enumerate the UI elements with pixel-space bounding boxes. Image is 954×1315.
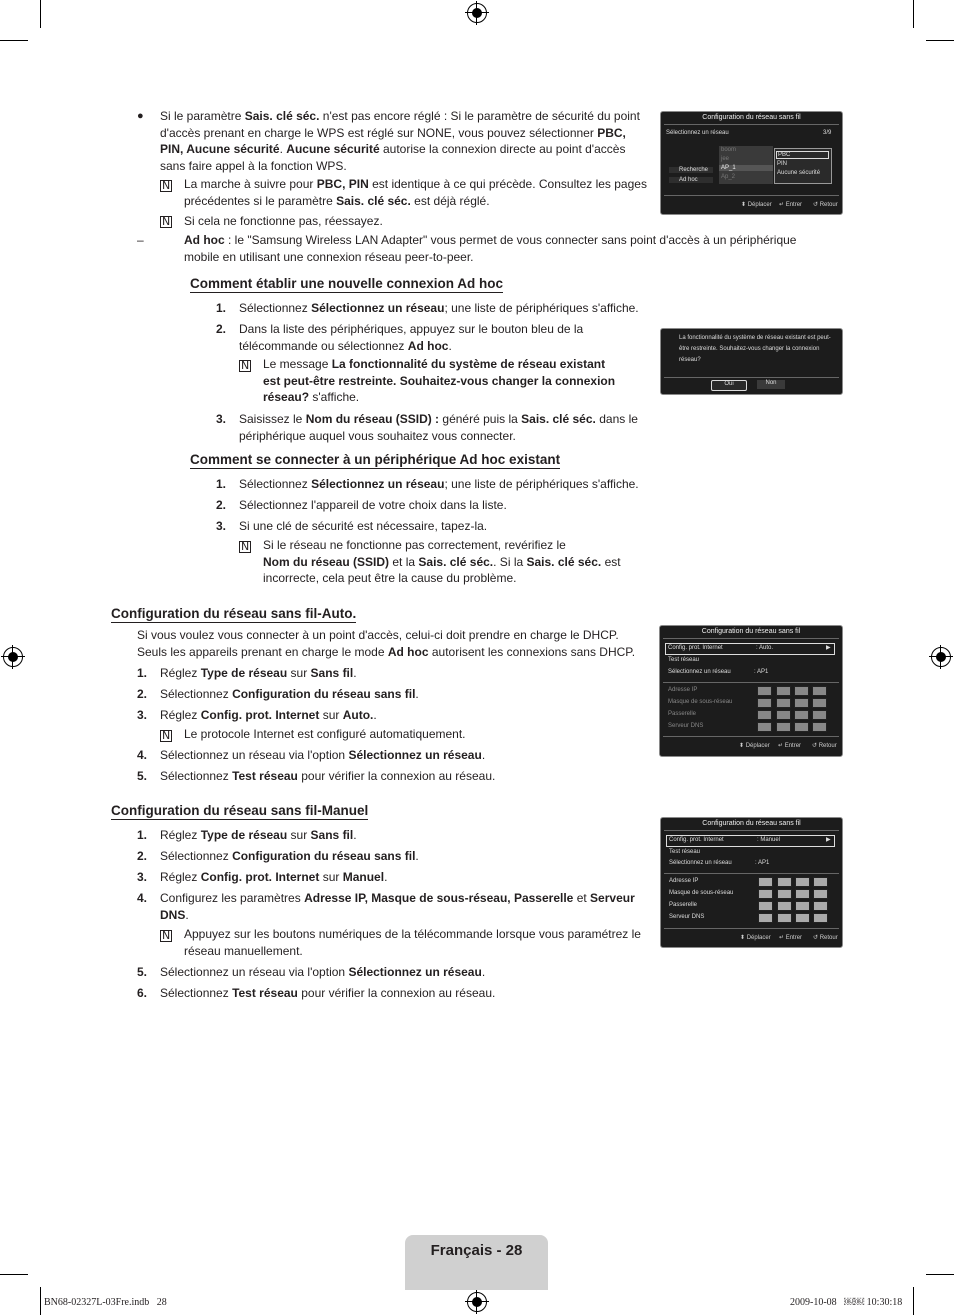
tv-ip-octet-field[interactable]	[794, 686, 809, 696]
note-icon	[239, 541, 251, 553]
tv-field-label: Adresse IP	[669, 878, 699, 884]
step-number: 3.	[216, 519, 227, 533]
tv-list-item-selected[interactable]: AP_1	[719, 165, 773, 171]
step: Réglez Type de réseau sur Sans fil.	[160, 828, 357, 842]
tv-ip-protocol-row[interactable]: Config. prot. Internet : Auto. ▶	[665, 643, 835, 655]
step: Dans la liste des périphériques, appuyez sur le bouton bleu de la télécommande ou sélectionnez Ad hoc.	[239, 322, 584, 353]
tv-list-item[interactable]: jee	[721, 156, 730, 162]
tv-message: réseau?	[679, 357, 701, 363]
step-number: 5.	[137, 769, 148, 783]
tv-ip-octet-field[interactable]	[776, 710, 791, 720]
tv-ip-octet-field[interactable]	[813, 877, 828, 887]
step: Si une clé de sécurité est nécessaire, tapez-la.	[239, 519, 488, 533]
tv-screen-network-select	[660, 111, 843, 215]
tv-ip-octet-field[interactable]	[758, 913, 773, 923]
tv-ip-octet-field[interactable]	[757, 722, 772, 732]
step: Réglez Config. prot. Internet sur Manuel.	[160, 870, 388, 884]
registration-mark-icon	[467, 3, 487, 23]
tv-no-button[interactable]: Non	[757, 380, 785, 389]
tv-enter-hint: ↵ Entrer	[779, 202, 803, 208]
tv-ip-octet-field[interactable]	[757, 710, 772, 720]
intro-bullet: Si le paramètre Sais. clé séc. n'est pas encore réglé : Si le paramètre de sécurité du point d'accès prenant en charge le WPS est réglé sur NONE, vous pouvez sélectionner PBC, PIN, Aucune sécurité. Aucune sécurité autorise la connexion directe au point d'accès sans faire appel à la fonction WPS.	[160, 109, 640, 173]
note: Le message La fonctionnalité du système de réseau existant est peut-être restreinte. Souhaitez-vous changer la connexion réseau? s'affiche.	[263, 357, 616, 404]
step: Réglez Type de réseau sur Sans fil.	[160, 666, 357, 680]
step: Sélectionnez Configuration du réseau sans fil.	[160, 687, 419, 701]
print-date: 2009-10-08 ￼￼ 10:30:18	[790, 1297, 903, 1308]
bullet-icon: ●	[137, 110, 144, 122]
tv-title: Configuration du réseau sans fil	[701, 628, 801, 635]
tv-enter-hint: ↵ Entrer	[778, 743, 802, 749]
tv-ip-octet-field[interactable]	[776, 722, 791, 732]
tv-ip-octet-field[interactable]	[777, 901, 792, 911]
note-icon	[160, 180, 172, 192]
note: Le protocole Internet est configuré automatiquement.	[184, 727, 466, 741]
tv-return-hint: ↺ Retour	[812, 743, 837, 749]
tv-list-item[interactable]: boom	[721, 147, 737, 153]
tv-field-label: Adresse IP	[668, 687, 698, 693]
tv-screen-auto-config	[659, 625, 843, 757]
crop-mark	[40, 1287, 41, 1315]
tv-network-test[interactable]: Test réseau	[668, 657, 700, 663]
step: Saisissez le Nom du réseau (SSID) : généré puis la Sais. clé séc. dans le périphérique auquel vous souhaitez vous connecter.	[239, 412, 638, 443]
tv-count: 3/9	[823, 130, 832, 136]
crop-mark	[913, 1287, 914, 1315]
tv-ip-octet-field[interactable]	[758, 889, 773, 899]
section-heading: Comment se connecter à un périphérique Ad hoc existant	[190, 452, 561, 467]
tv-ip-octet-field[interactable]	[757, 686, 772, 696]
step: Configurez les paramètres Adresse IP, Masque de sous-réseau, Passerelle et Serveur DNS.	[160, 891, 635, 922]
tv-move-hint: ⬍ Déplacer	[739, 743, 770, 749]
tv-return-hint: ↺ Retour	[813, 935, 838, 941]
tv-adhoc-button[interactable]: Ad hoc	[669, 177, 713, 183]
step: Sélectionnez un réseau via l'option Sélectionnez un réseau.	[160, 748, 486, 762]
tv-ip-octet-field[interactable]	[794, 698, 809, 708]
crop-mark	[0, 1274, 28, 1275]
tv-label: Sélectionnez un réseau	[666, 130, 729, 136]
step: Sélectionnez Test réseau pour vérifier la connexion au réseau.	[160, 769, 496, 783]
step: Sélectionnez l'appareil de votre choix dans la liste.	[239, 498, 507, 512]
tv-message: La fonctionnalité du système de réseau existant est peut-	[679, 335, 831, 341]
tv-return-hint: ↺ Retour	[813, 202, 838, 208]
file-name: BN68-02327L-03Fre.indb 28	[44, 1297, 167, 1308]
tv-select-network[interactable]: Sélectionnez un réseau	[669, 860, 732, 866]
step-number: 3.	[216, 412, 227, 426]
step-number: 2.	[216, 322, 227, 336]
crop-mark	[0, 40, 28, 41]
paragraph: Si vous voulez vous connecter à un point d'accès, celui-ci doit prendre en charge le DHCP. Seuls les appareils prenant en charge le mode Ad hoc autorisent les connexions sans DHCP.	[137, 628, 636, 659]
tv-ip-octet-field[interactable]	[795, 901, 810, 911]
step-number: 3.	[137, 870, 148, 884]
tv-ip-octet-field[interactable]	[795, 877, 810, 887]
step-number: 1.	[137, 828, 148, 842]
tv-ip-octet-field[interactable]	[777, 913, 792, 923]
step-number: 1.	[216, 477, 227, 491]
step: Sélectionnez Configuration du réseau sans fil.	[160, 849, 419, 863]
step-number: 1.	[137, 666, 148, 680]
tv-title: Configuration du réseau sans fil	[702, 114, 801, 121]
tv-field-label: Serveur DNS	[668, 723, 704, 729]
tv-ip-octet-field[interactable]	[813, 913, 828, 923]
tv-field-label: Masque de sous-réseau	[669, 890, 734, 896]
crop-mark	[926, 1274, 954, 1275]
crop-mark	[926, 40, 954, 41]
tv-option[interactable]: PIN	[777, 161, 788, 167]
tv-select-network[interactable]: Sélectionnez un réseau	[668, 669, 731, 675]
registration-mark-icon	[467, 1292, 487, 1312]
tv-ip-octet-field[interactable]	[812, 686, 827, 696]
step-number: 1.	[216, 301, 227, 315]
step-number: 2.	[216, 498, 227, 512]
tv-ip-octet-field[interactable]	[794, 710, 809, 720]
step: Sélectionnez un réseau via l'option Sélectionnez un réseau.	[160, 965, 486, 979]
step: Sélectionnez Sélectionnez un réseau; une liste de périphériques s'affiche.	[239, 477, 639, 491]
registration-mark-icon	[3, 647, 23, 667]
step-number: 5.	[137, 965, 148, 979]
tv-screen-manual-config	[660, 817, 843, 948]
intro-note-2: Si cela ne fonctionne pas, réessayez.	[184, 214, 383, 228]
tv-ip-octet-field[interactable]	[812, 710, 827, 720]
tv-ip-octet-field[interactable]	[758, 877, 773, 887]
tv-ip-octet-field[interactable]	[757, 698, 772, 708]
tv-title: Configuration du réseau sans fil	[702, 820, 801, 827]
tv-ip-octet-field[interactable]	[777, 889, 792, 899]
note: Appuyez sur les boutons numériques de la télécommande lorsque vous paramétrez le réseau manuellement.	[184, 927, 641, 958]
tv-enter-hint: ↵ Entrer	[779, 935, 803, 941]
tv-list-item[interactable]: Ap_2	[721, 174, 736, 180]
step-number: 6.	[137, 986, 148, 1000]
tv-ip-octet-field[interactable]	[794, 722, 809, 732]
tv-ip-octet-field[interactable]	[812, 698, 827, 708]
intro-note-1: La marche à suivre pour PBC, PIN est identique à ce qui précède. Consultez les pages précédentes si le paramètre Sais. clé séc. est déjà réglé.	[184, 177, 647, 208]
tv-ip-protocol-row[interactable]: Config. prot. Internet : Manuel ▶	[666, 835, 835, 847]
tv-option[interactable]: PBC	[776, 151, 829, 159]
note-icon	[160, 730, 172, 742]
step-number: 2.	[137, 849, 148, 863]
tv-field-label: Masque de sous-réseau	[668, 699, 733, 705]
crop-mark	[40, 0, 41, 28]
tv-dialog-change-connection	[660, 328, 843, 395]
step: Sélectionnez Test réseau pour vérifier la connexion au réseau.	[160, 986, 496, 1000]
tv-move-hint: ⬍ Déplacer	[740, 935, 771, 941]
note-icon	[160, 930, 172, 942]
section-heading: Configuration du réseau sans fil-Auto.	[111, 606, 357, 621]
tv-yes-button[interactable]: Oui	[711, 380, 747, 391]
tv-security-popup	[774, 148, 832, 184]
crop-mark	[913, 0, 914, 28]
page-number: Français - 28	[430, 1242, 523, 1259]
tv-ip-octet-field[interactable]	[813, 901, 828, 911]
section-heading: Comment établir une nouvelle connexion Ad hoc	[190, 276, 504, 291]
tv-field-label: Serveur DNS	[669, 914, 705, 920]
section-heading: Configuration du réseau sans fil-Manuel	[111, 803, 369, 818]
tv-ip-octet-field[interactable]	[777, 877, 792, 887]
tv-network-test[interactable]: Test réseau	[669, 849, 701, 855]
note-icon	[160, 216, 172, 228]
tv-ip-octet-field[interactable]	[813, 889, 828, 899]
tv-ip-octet-field[interactable]	[795, 913, 810, 923]
step: Réglez Config. prot. Internet sur Auto..	[160, 708, 377, 722]
tv-ip-octet-field[interactable]	[795, 889, 810, 899]
dash: –	[137, 233, 144, 247]
registration-mark-icon	[931, 647, 951, 667]
note-icon	[239, 360, 251, 372]
tv-ip-octet-field[interactable]	[776, 686, 791, 696]
tv-field-label: Passerelle	[669, 902, 698, 908]
tv-network-value: : AP1	[754, 669, 769, 675]
step-number: 3.	[137, 708, 148, 722]
page-number-tab	[405, 1235, 548, 1290]
tv-option[interactable]: Aucune sécurité	[777, 170, 821, 176]
tv-ip-octet-field[interactable]	[758, 901, 773, 911]
step-number: 4.	[137, 748, 148, 762]
tv-field-label: Passerelle	[668, 711, 697, 717]
tv-move-hint: ⬍ Déplacer	[741, 202, 772, 208]
tv-ip-octet-field[interactable]	[776, 698, 791, 708]
tv-list	[719, 146, 773, 184]
adhoc-definition: Ad hoc : le "Samsung Wireless LAN Adapter" vous permet de vous connecter sans point d'accès à un périphérique mobile en utilisant une connexion réseau peer-to-peer.	[184, 233, 797, 264]
step: Sélectionnez Sélectionnez un réseau; une liste de périphériques s'affiche.	[239, 301, 639, 315]
step-number: 4.	[137, 891, 148, 905]
tv-network-value: : AP1	[755, 860, 770, 866]
tv-search-button[interactable]: Recherche	[669, 167, 713, 173]
step-number: 2.	[137, 687, 148, 701]
tv-ip-octet-field[interactable]	[812, 722, 827, 732]
tv-message: être restreinte. Souhaitez-vous changer la connexion	[679, 346, 820, 352]
note: Si le réseau ne fonctionne pas correctement, revérifiez le Nom du réseau (SSID) et la Sais. clé séc.. Si la Sais. clé séc. est incorrecte, cela peut être la cause du problème.	[263, 538, 621, 585]
